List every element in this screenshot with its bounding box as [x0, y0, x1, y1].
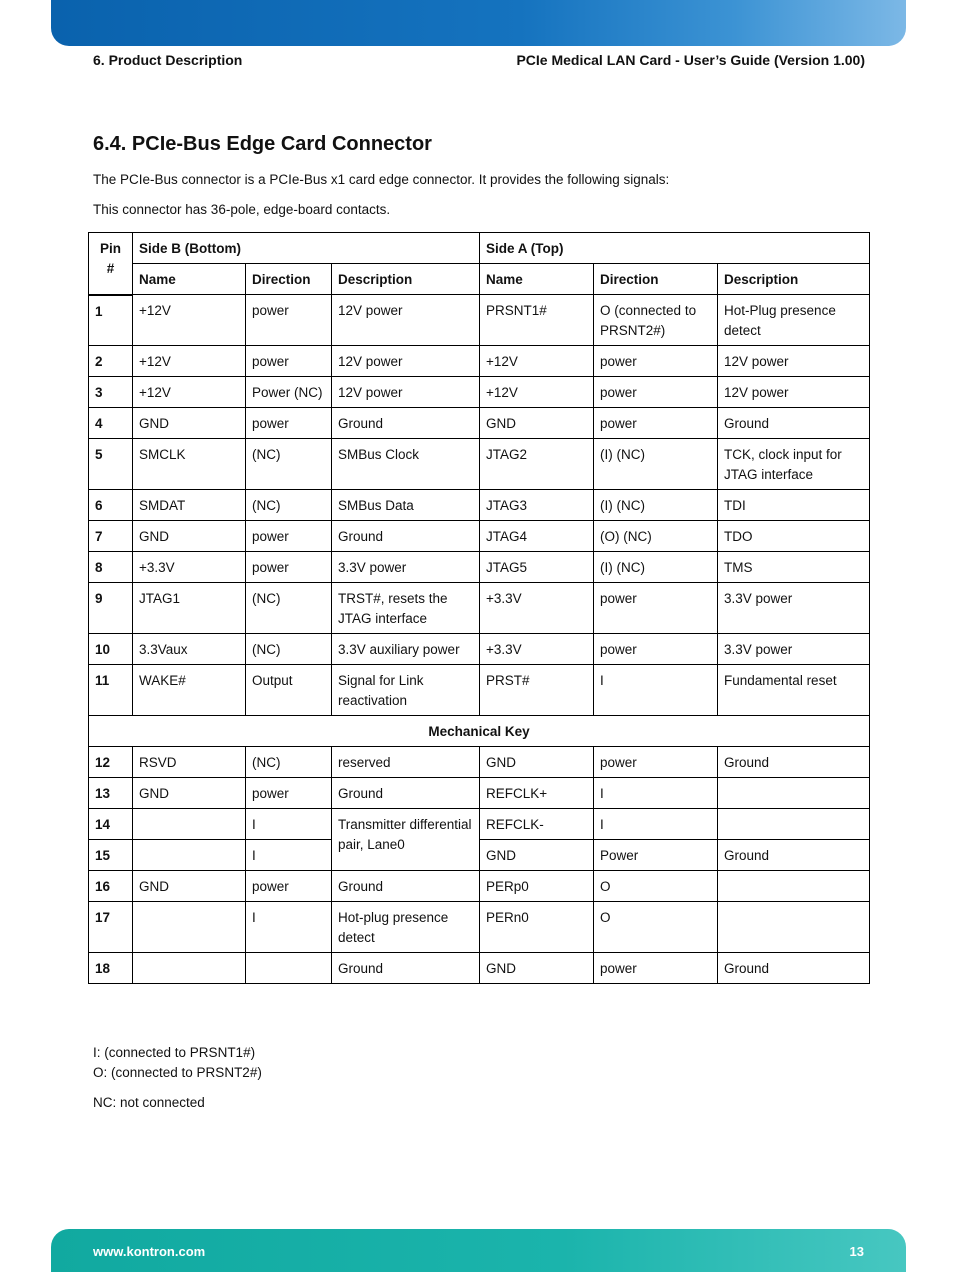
intro-paragraph-2: This connector has 36-pole, edge-board contacts.	[93, 202, 391, 217]
side-a-direction: I	[594, 665, 718, 716]
side-b-description: Ground	[332, 778, 480, 809]
side-b-description: reserved	[332, 747, 480, 778]
pin-header: Pin #	[89, 233, 133, 295]
intro-paragraph-1: The PCIe-Bus connector is a PCIe-Bus x1 card edge connector. It provides the following signals:	[93, 172, 670, 187]
table-row	[89, 953, 870, 984]
side-a-name: JTAG3	[480, 490, 594, 521]
side-a-direction: O	[594, 902, 718, 953]
notes-block	[93, 1043, 262, 1083]
side-b-direction: Power (NC)	[246, 377, 332, 408]
pin-number: 10	[89, 634, 133, 665]
side-b-name	[133, 953, 246, 984]
side-b-direction: I	[246, 809, 332, 840]
side-b-description: 3.3V power	[332, 552, 480, 583]
table-row	[89, 346, 870, 377]
side-a-direction: O (connected to PRSNT2#)	[594, 295, 718, 346]
side-a-name: PRSNT1#	[480, 295, 594, 346]
side-a-header: Side A (Top)	[480, 233, 870, 264]
side-a-direction: (I) (NC)	[594, 490, 718, 521]
table-row	[89, 377, 870, 408]
side-b-description: Hot-plug presence detect	[332, 902, 480, 953]
side-b-direction: power	[246, 871, 332, 902]
side-a-name: GND	[480, 840, 594, 871]
side-b-description: Ground	[332, 408, 480, 439]
table-header-row	[89, 233, 870, 264]
side-a-direction: I	[594, 778, 718, 809]
side-b-name: +12V	[133, 377, 246, 408]
side-a-description: Ground	[718, 840, 870, 871]
pinout-table	[88, 232, 870, 984]
side-a-description: TMS	[718, 552, 870, 583]
note-nc: NC: not connected	[93, 1095, 205, 1110]
pin-number: 5	[89, 439, 133, 490]
column-header-row	[89, 264, 870, 295]
table-row	[89, 840, 870, 871]
side-b-description: 12V power	[332, 377, 480, 408]
pin-number: 1	[89, 295, 133, 346]
pin-number: 8	[89, 552, 133, 583]
header-band	[51, 0, 906, 46]
side-b-name: SMDAT	[133, 490, 246, 521]
side-a-description: 3.3V power	[718, 583, 870, 634]
side-b-direction: power	[246, 552, 332, 583]
pin-number: 3	[89, 377, 133, 408]
side-b-description: SMBus Data	[332, 490, 480, 521]
pin-number: 13	[89, 778, 133, 809]
side-b-direction: (NC)	[246, 634, 332, 665]
side-a-description: TDO	[718, 521, 870, 552]
table-row	[89, 778, 870, 809]
side-a-direction: (I) (NC)	[594, 439, 718, 490]
side-b-description: Signal for Link reactivation	[332, 665, 480, 716]
pin-number: 4	[89, 408, 133, 439]
side-a-description: Fundamental reset	[718, 665, 870, 716]
side-a-direction: (I) (NC)	[594, 552, 718, 583]
side-b-direction	[246, 953, 332, 984]
side-a-description: Hot-Plug presence detect	[718, 295, 870, 346]
side-b-name: RSVD	[133, 747, 246, 778]
side-b-direction: power	[246, 295, 332, 346]
side-a-description	[718, 809, 870, 840]
pin-number: 15	[89, 840, 133, 871]
pin-number: 11	[89, 665, 133, 716]
side-b-description: 12V power	[332, 295, 480, 346]
side-a-name: REFCLK-	[480, 809, 594, 840]
side-a-description: 12V power	[718, 346, 870, 377]
table-row	[89, 902, 870, 953]
side-b-name: JTAG1	[133, 583, 246, 634]
side-a-name: REFCLK+	[480, 778, 594, 809]
side-a-name: +12V	[480, 346, 594, 377]
side-b-description: Ground	[332, 871, 480, 902]
pin-number: 2	[89, 346, 133, 377]
side-b-name: WAKE#	[133, 665, 246, 716]
pin-number: 18	[89, 953, 133, 984]
side-b-description: 12V power	[332, 346, 480, 377]
note-output: O: (connected to PRSNT2#)	[93, 1065, 262, 1080]
col-description-b: Description	[332, 264, 480, 295]
side-b-direction: power	[246, 521, 332, 552]
table-row	[89, 634, 870, 665]
side-b-direction: (NC)	[246, 490, 332, 521]
side-a-name: GND	[480, 747, 594, 778]
side-a-description: TCK, clock input for JTAG interface	[718, 439, 870, 490]
table-row	[89, 583, 870, 634]
table-row	[89, 408, 870, 439]
side-a-name: +3.3V	[480, 634, 594, 665]
side-a-name: JTAG2	[480, 439, 594, 490]
side-b-name: SMCLK	[133, 439, 246, 490]
table-row	[89, 747, 870, 778]
table-row	[89, 521, 870, 552]
pin-number: 17	[89, 902, 133, 953]
col-name-a: Name	[480, 264, 594, 295]
side-a-direction: power	[594, 583, 718, 634]
side-a-name: +3.3V	[480, 583, 594, 634]
table-row	[89, 665, 870, 716]
side-a-description: 3.3V power	[718, 634, 870, 665]
side-b-description: TRST#, resets the JTAG interface	[332, 583, 480, 634]
side-a-direction: O	[594, 871, 718, 902]
side-b-description: SMBus Clock	[332, 439, 480, 490]
side-b-name: +12V	[133, 346, 246, 377]
side-a-description: Ground	[718, 747, 870, 778]
col-name-b: Name	[133, 264, 246, 295]
side-a-direction: power	[594, 634, 718, 665]
side-b-name	[133, 809, 246, 840]
side-b-name	[133, 840, 246, 871]
side-a-description: 12V power	[718, 377, 870, 408]
header-section: 6. Product Description	[93, 52, 243, 68]
pin-number: 7	[89, 521, 133, 552]
side-b-name: GND	[133, 871, 246, 902]
footer-url[interactable]: www.kontron.com	[93, 1244, 206, 1259]
pin-number: 12	[89, 747, 133, 778]
side-b-direction: I	[246, 902, 332, 953]
table-row	[89, 552, 870, 583]
table-row	[89, 490, 870, 521]
side-a-direction: power	[594, 953, 718, 984]
side-b-direction: (NC)	[246, 439, 332, 490]
side-a-direction: power	[594, 346, 718, 377]
side-b-name: GND	[133, 521, 246, 552]
side-b-direction: (NC)	[246, 583, 332, 634]
mechanical-key-row	[89, 716, 870, 747]
side-b-direction: power	[246, 346, 332, 377]
pin-number: 6	[89, 490, 133, 521]
side-b-description: Ground	[332, 521, 480, 552]
side-a-description	[718, 778, 870, 809]
side-a-name: PERp0	[480, 871, 594, 902]
col-description-a: Description	[718, 264, 870, 295]
pin-number: 14	[89, 809, 133, 840]
header-doc-title: PCIe Medical LAN Card - User’s Guide (Version 1.00)	[516, 52, 865, 68]
side-b-direction: (NC)	[246, 747, 332, 778]
side-a-description	[718, 871, 870, 902]
page-number: 13	[849, 1244, 864, 1259]
side-b-name	[133, 902, 246, 953]
side-b-description: Ground	[332, 953, 480, 984]
table-row	[89, 871, 870, 902]
side-a-name: GND	[480, 953, 594, 984]
side-a-description	[718, 902, 870, 953]
side-b-name: 3.3Vaux	[133, 634, 246, 665]
side-a-direction: (O) (NC)	[594, 521, 718, 552]
side-a-name: PERn0	[480, 902, 594, 953]
side-a-direction: power	[594, 377, 718, 408]
table-row	[89, 809, 870, 840]
side-b-description: 3.3V auxiliary power	[332, 634, 480, 665]
side-b-name: +12V	[133, 295, 246, 346]
section-heading: 6.4. PCIe-Bus Edge Card Connector	[93, 133, 432, 155]
side-b-header: Side B (Bottom)	[133, 233, 480, 264]
side-b-direction: Output	[246, 665, 332, 716]
pin-number: 16	[89, 871, 133, 902]
side-b-direction: power	[246, 778, 332, 809]
side-a-name: JTAG4	[480, 521, 594, 552]
side-b-direction: I	[246, 840, 332, 871]
side-b-name: GND	[133, 778, 246, 809]
col-direction-a: Direction	[594, 264, 718, 295]
col-direction-b: Direction	[246, 264, 332, 295]
side-b-name: +3.3V	[133, 552, 246, 583]
side-a-description: Ground	[718, 953, 870, 984]
side-a-name: JTAG5	[480, 552, 594, 583]
side-a-description: TDI	[718, 490, 870, 521]
side-a-description: Ground	[718, 408, 870, 439]
table-row	[89, 439, 870, 490]
table-row	[89, 295, 870, 346]
pin-number: 9	[89, 583, 133, 634]
side-b-name: GND	[133, 408, 246, 439]
side-a-name: +12V	[480, 377, 594, 408]
side-a-name: GND	[480, 408, 594, 439]
side-b-description: Transmitter differential pair, Lane0	[332, 809, 480, 871]
side-a-direction: Power	[594, 840, 718, 871]
side-a-direction: power	[594, 408, 718, 439]
side-b-direction: power	[246, 408, 332, 439]
side-a-name: PRST#	[480, 665, 594, 716]
side-a-direction: power	[594, 747, 718, 778]
note-input: I: (connected to PRSNT1#)	[93, 1045, 256, 1060]
mechanical-key-label: Mechanical Key	[89, 716, 870, 747]
side-a-direction: I	[594, 809, 718, 840]
